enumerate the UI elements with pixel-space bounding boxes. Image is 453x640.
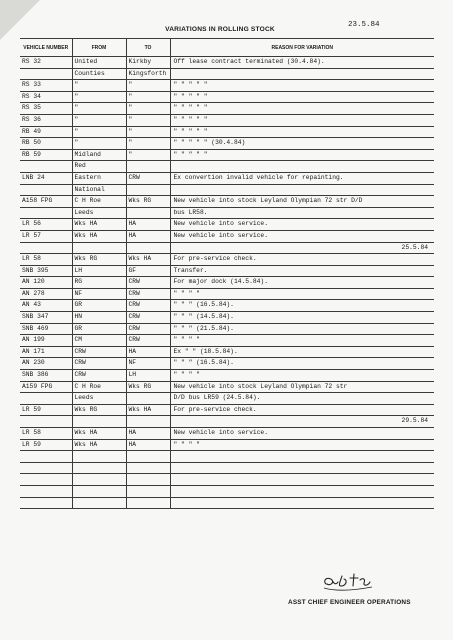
cell-to: HA	[126, 346, 170, 358]
cell-from: "	[72, 138, 126, 150]
cell-to: "	[126, 138, 170, 150]
cell-to	[126, 161, 170, 173]
table-row	[20, 497, 434, 509]
cell-from: Wks HA	[72, 439, 126, 451]
table-body	[20, 57, 434, 509]
cell-from: Midland	[72, 149, 126, 161]
cell-reason	[170, 474, 434, 486]
cell-reason: " " " " "	[170, 126, 434, 138]
table-row	[20, 370, 434, 382]
cell-to: CRW	[126, 312, 170, 324]
cell-to	[126, 462, 170, 474]
cell-reason: bus LR58.	[170, 207, 434, 219]
cell-vehicle-number: LR 58	[20, 254, 72, 266]
cell-from: CM	[72, 335, 126, 347]
header-reason: REASON FOR VARIATION	[170, 39, 434, 57]
cell-vehicle-number: LR 56	[20, 219, 72, 231]
cell-vehicle-number: RS 35	[20, 103, 72, 115]
cell-to: "	[126, 149, 170, 161]
cell-reason: " " " (21.5.84).	[170, 323, 434, 335]
cell-vehicle-number	[20, 207, 72, 219]
cell-from: LH	[72, 265, 126, 277]
table-row	[20, 265, 434, 277]
cell-reason: " " " "	[170, 370, 434, 382]
cell-from: "	[72, 91, 126, 103]
table-row	[20, 381, 434, 393]
cell-from: RG	[72, 277, 126, 289]
cell-from: Wks HA	[72, 230, 126, 242]
cell-from: Leeds	[72, 393, 126, 405]
cell-vehicle-number: LR 59	[20, 404, 72, 416]
table-row	[20, 346, 434, 358]
cell-reason	[170, 497, 434, 509]
cell-vehicle-number: RB 49	[20, 126, 72, 138]
table-row	[20, 451, 434, 463]
cell-from: Eastern	[72, 172, 126, 184]
cell-from: Counties	[72, 68, 126, 80]
cell-to: HA	[126, 428, 170, 440]
cell-to: CRW	[126, 277, 170, 289]
cell-from: GR	[72, 323, 126, 335]
cell-to	[126, 474, 170, 486]
cell-vehicle-number: AN 120	[20, 277, 72, 289]
cell-from: Wks RG	[72, 254, 126, 266]
cell-reason: " " " " "	[170, 149, 434, 161]
cell-vehicle-number	[20, 242, 72, 254]
cell-reason: " " " " "	[170, 91, 434, 103]
cell-vehicle-number	[20, 462, 72, 474]
cell-vehicle-number	[20, 416, 72, 428]
cell-vehicle-number: LR 58	[20, 428, 72, 440]
cell-vehicle-number: RS 33	[20, 80, 72, 92]
cell-reason	[170, 68, 434, 80]
cell-from: "	[72, 126, 126, 138]
table-row	[20, 462, 434, 474]
cell-vehicle-number: AN 278	[20, 288, 72, 300]
table-row	[20, 91, 434, 103]
cell-reason: Ex convertion invalid vehicle for repainting.	[170, 172, 434, 184]
cell-to: Kirkby	[126, 57, 170, 69]
cell-reason: " " " " "	[170, 103, 434, 115]
table-row	[20, 404, 434, 416]
cell-reason: " " " "	[170, 439, 434, 451]
cell-reason: D/D bus LR59 (24.5.84).	[170, 393, 434, 405]
header-vehicle-number: VEHICLE NUMBER	[20, 39, 72, 57]
cell-from: CRW	[72, 370, 126, 382]
cell-to: HA	[126, 439, 170, 451]
cell-from: C H Roe	[72, 196, 126, 208]
table-row	[20, 474, 434, 486]
table-row	[20, 277, 434, 289]
cell-reason	[170, 451, 434, 463]
table-row	[20, 172, 434, 184]
cell-from: "	[72, 114, 126, 126]
cell-vehicle-number: RS 34	[20, 91, 72, 103]
cell-to: Wks RG	[126, 196, 170, 208]
table-row	[20, 161, 434, 173]
table-row	[20, 485, 434, 497]
cell-to: NF	[126, 358, 170, 370]
cell-vehicle-number	[20, 451, 72, 463]
table-row	[20, 335, 434, 347]
cell-reason: " " " "	[170, 288, 434, 300]
cell-from: GR	[72, 300, 126, 312]
cell-from: CRW	[72, 358, 126, 370]
cell-to: "	[126, 80, 170, 92]
cell-to: LH	[126, 370, 170, 382]
cell-to: "	[126, 114, 170, 126]
cell-reason: For major dock (14.5.84).	[170, 277, 434, 289]
cell-reason	[170, 485, 434, 497]
table-row	[20, 323, 434, 335]
cell-vehicle-number: SNB 469	[20, 323, 72, 335]
cell-to: HA	[126, 230, 170, 242]
cell-vehicle-number: AN 43	[20, 300, 72, 312]
cell-from: Wks RG	[72, 404, 126, 416]
cell-vehicle-number: SNB 386	[20, 370, 72, 382]
table-row	[20, 57, 434, 69]
cell-to	[126, 184, 170, 196]
cell-to: CRW	[126, 172, 170, 184]
cell-reason: Off lease contract terminated (30.4.84).	[170, 57, 434, 69]
cell-reason: " " " " " (30.4.84)	[170, 138, 434, 150]
cell-reason: " " " (16.5.84).	[170, 300, 434, 312]
cell-vehicle-number	[20, 485, 72, 497]
table-row	[20, 358, 434, 370]
cell-reason: For pre-service check.	[170, 254, 434, 266]
cell-vehicle-number: AN 230	[20, 358, 72, 370]
document-date: 23.5.84	[348, 21, 380, 29]
table-row	[20, 138, 434, 150]
table-row	[20, 149, 434, 161]
table-row	[20, 393, 434, 405]
table-row	[20, 80, 434, 92]
cell-reason: New vehicle into service.	[170, 230, 434, 242]
cell-vehicle-number: RS 36	[20, 114, 72, 126]
cell-from	[72, 416, 126, 428]
cell-to	[126, 451, 170, 463]
cell-vehicle-number: SNB 395	[20, 265, 72, 277]
cell-from	[72, 497, 126, 509]
cell-vehicle-number	[20, 184, 72, 196]
cell-from	[72, 242, 126, 254]
cell-reason: Transfer.	[170, 265, 434, 277]
table-row	[20, 300, 434, 312]
cell-reason: " " " " "	[170, 80, 434, 92]
table-row	[20, 416, 434, 428]
cell-to	[126, 393, 170, 405]
table-row	[20, 184, 434, 196]
table-row	[20, 103, 434, 115]
cell-reason: New vehicle into service.	[170, 428, 434, 440]
cell-to: GF	[126, 265, 170, 277]
cell-reason: New vehicle into stock Leyland Olympian 72 str	[170, 381, 434, 393]
cell-vehicle-number: A159 FPG	[20, 381, 72, 393]
cell-reason: New vehicle into service.	[170, 219, 434, 231]
cell-from: National	[72, 184, 126, 196]
cell-from	[72, 474, 126, 486]
table-row	[20, 207, 434, 219]
cell-from: "	[72, 103, 126, 115]
cell-from: Red	[72, 161, 126, 173]
table-header-row	[20, 39, 434, 57]
cell-vehicle-number	[20, 497, 72, 509]
cell-reason: For pre-service check.	[170, 404, 434, 416]
cell-vehicle-number: LR 57	[20, 230, 72, 242]
document-title: VARIATIONS IN ROLLING STOCK	[165, 26, 275, 33]
cell-vehicle-number	[20, 68, 72, 80]
cell-to: Kingsforth	[126, 68, 170, 80]
table-row	[20, 242, 434, 254]
cell-from: CRW	[72, 346, 126, 358]
table-row	[20, 230, 434, 242]
cell-vehicle-number: A158 FPG	[20, 196, 72, 208]
cell-to: Wks RG	[126, 381, 170, 393]
cell-reason: New vehicle into stock Leyland Olympian 72 str D/D	[170, 196, 434, 208]
cell-vehicle-number: RB 59	[20, 149, 72, 161]
cell-vehicle-number	[20, 393, 72, 405]
table-row	[20, 126, 434, 138]
cell-vehicle-number: LR 59	[20, 439, 72, 451]
cell-reason: Ex " " (18.5.84).	[170, 346, 434, 358]
cell-to	[126, 416, 170, 428]
cell-reason	[170, 462, 434, 474]
cell-section-date: 25.5.84	[170, 242, 434, 254]
cell-section-date: 29.5.84	[170, 416, 434, 428]
table-row	[20, 254, 434, 266]
table-row	[20, 428, 434, 440]
cell-to: CRW	[126, 288, 170, 300]
cell-to	[126, 242, 170, 254]
cell-to: CRW	[126, 323, 170, 335]
cell-to: CRW	[126, 300, 170, 312]
cell-from: "	[72, 80, 126, 92]
table-row	[20, 196, 434, 208]
cell-from	[72, 462, 126, 474]
table-row	[20, 68, 434, 80]
cell-reason: " " " "	[170, 335, 434, 347]
cell-vehicle-number: RB 50	[20, 138, 72, 150]
cell-vehicle-number: LNB 24	[20, 172, 72, 184]
cell-to	[126, 497, 170, 509]
variations-table	[20, 38, 434, 509]
cell-vehicle-number: AN 171	[20, 346, 72, 358]
cell-from	[72, 451, 126, 463]
cell-vehicle-number	[20, 474, 72, 486]
cell-to: Wks HA	[126, 254, 170, 266]
cell-reason	[170, 161, 434, 173]
cell-reason: " " " " "	[170, 114, 434, 126]
cell-to: HA	[126, 219, 170, 231]
cell-from: United	[72, 57, 126, 69]
folded-corner	[0, 0, 40, 40]
cell-from: Leeds	[72, 207, 126, 219]
cell-to: Wks HA	[126, 404, 170, 416]
cell-to: "	[126, 126, 170, 138]
footer-signatory: ASST CHIEF ENGINEER OPERATIONS	[288, 599, 411, 606]
header-from: FROM	[72, 39, 126, 57]
cell-to: CRW	[126, 335, 170, 347]
cell-vehicle-number: RS 32	[20, 57, 72, 69]
table-row	[20, 219, 434, 231]
cell-reason	[170, 184, 434, 196]
cell-from: HN	[72, 312, 126, 324]
table-row	[20, 288, 434, 300]
cell-from: C H Roe	[72, 381, 126, 393]
cell-to: "	[126, 103, 170, 115]
cell-to	[126, 485, 170, 497]
cell-vehicle-number: AN 199	[20, 335, 72, 347]
cell-from	[72, 485, 126, 497]
signature-mark	[318, 570, 378, 594]
cell-from: Wks HA	[72, 428, 126, 440]
cell-reason: " " " (16.5.84).	[170, 358, 434, 370]
cell-from: Wks HA	[72, 219, 126, 231]
cell-to	[126, 207, 170, 219]
cell-from: NF	[72, 288, 126, 300]
cell-to: "	[126, 91, 170, 103]
table-row	[20, 114, 434, 126]
header-to: TO	[126, 39, 170, 57]
cell-vehicle-number	[20, 161, 72, 173]
cell-reason: " " " (14.5.84).	[170, 312, 434, 324]
table-row	[20, 439, 434, 451]
table-row	[20, 312, 434, 324]
cell-vehicle-number: SNB 347	[20, 312, 72, 324]
